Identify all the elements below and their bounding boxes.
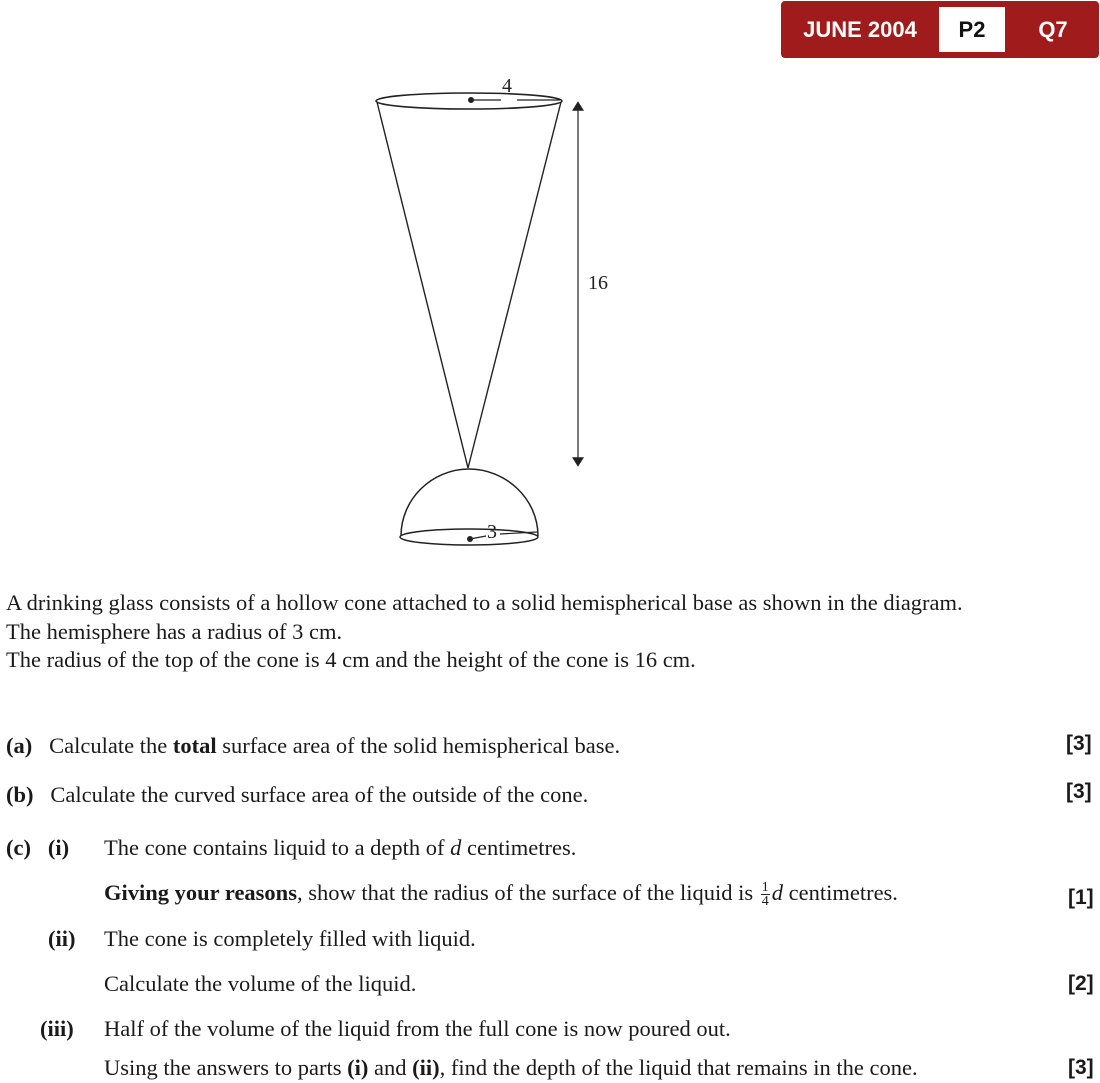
part-c-iii-ref1: (i) <box>347 1055 369 1080</box>
cone-radius-label: 4 <box>502 75 512 97</box>
part-c-ii-line2: Calculate the volume of the liquid. <box>104 971 417 996</box>
drinking-glass-diagram <box>360 70 660 560</box>
intro-line-2: The hemisphere has a radius of 3 cm. <box>6 618 343 644</box>
part-b-marks: [3] <box>1066 780 1092 803</box>
cone-right-side <box>468 102 561 468</box>
intro-line-1: A drinking glass consists of a hollow cone attached to a solid hemispherical base as shown in the diagram. <box>6 590 963 615</box>
part-c-ii-line1: The cone is completely filled with liquid. <box>104 926 476 951</box>
part-c-iii-line1: Half of the volume of the liquid from the full cone is now poured out. <box>104 1016 731 1041</box>
part-c-i-marks: [1] <box>1068 886 1094 909</box>
fraction-denominator: 4 <box>761 894 769 910</box>
part-c-i-line2 <box>104 878 898 908</box>
question-intro <box>6 589 1036 675</box>
part-a-bold: total <box>172 733 217 758</box>
intro-line-3: The radius of the top of the cone is 4 cm and the height of the cone is 16 cm. <box>6 647 696 672</box>
part-c-i-line2-after: centimetres. <box>782 880 898 905</box>
fraction-numerator: 1 <box>761 880 769 896</box>
part-a-text-before: Calculate the <box>49 733 173 758</box>
quarter-fraction <box>761 881 770 908</box>
part-c-i-statement <box>104 833 576 863</box>
cone-left-side <box>377 102 468 468</box>
part-c-i-line1-before: The cone contains liquid to a depth of <box>104 835 451 860</box>
part-c-ii-label: (ii) <box>48 926 76 951</box>
cone-height-label: 16 <box>588 272 608 294</box>
part-c-iii-marks: [3] <box>1068 1056 1094 1079</box>
question-number-label: Q7 <box>1038 17 1068 42</box>
part-c-i-line1-after: centimetres. <box>461 835 577 860</box>
paper-label: P2 <box>939 7 1005 52</box>
part-a <box>6 731 620 761</box>
part-c-iii-line2-before: Using the answers to parts <box>104 1055 348 1080</box>
part-c-iii-line2-after: , find the depth of the liquid that remains in the cone. <box>439 1055 918 1080</box>
part-b-label: (b) <box>6 782 34 807</box>
part-c-iii-label: (iii) <box>40 1016 74 1041</box>
part-c-label: (c) <box>6 835 31 860</box>
part-c-ii-label-wrap <box>48 924 76 954</box>
part-a-label: (a) <box>6 733 33 758</box>
part-c-iii-line2-mid: and <box>368 1055 413 1080</box>
part-c-i-var-d2: d <box>771 880 783 905</box>
part-a-marks: [3] <box>1066 732 1092 755</box>
part-c-i-bold: Giving your reasons <box>104 880 297 905</box>
part-c-i-var-d: d <box>450 835 462 860</box>
part-c-iii-ref2: (ii) <box>412 1055 440 1080</box>
part-c-i-label: (i) <box>47 835 70 860</box>
part-b <box>6 780 588 810</box>
hemisphere-radius-label: 3 <box>487 521 497 543</box>
part-a-text-after: surface area of the solid hemispherical base. <box>216 733 621 758</box>
hemisphere-dome <box>401 469 538 536</box>
part-c-iii-line2 <box>104 1053 918 1083</box>
part-c-i-line2-before: , show that the radius of the surface of the liquid is <box>296 880 759 905</box>
diagram-svg <box>360 70 660 560</box>
part-c-iii-label-wrap <box>40 1014 74 1044</box>
part-c-i-line1 <box>6 833 69 863</box>
part-b-text: Calculate the curved surface area of the outside of the cone. <box>50 782 589 807</box>
exam-session-label: JUNE 2004 <box>803 17 917 42</box>
question-badge <box>781 1 1099 58</box>
part-c-ii-marks: [2] <box>1068 972 1094 995</box>
